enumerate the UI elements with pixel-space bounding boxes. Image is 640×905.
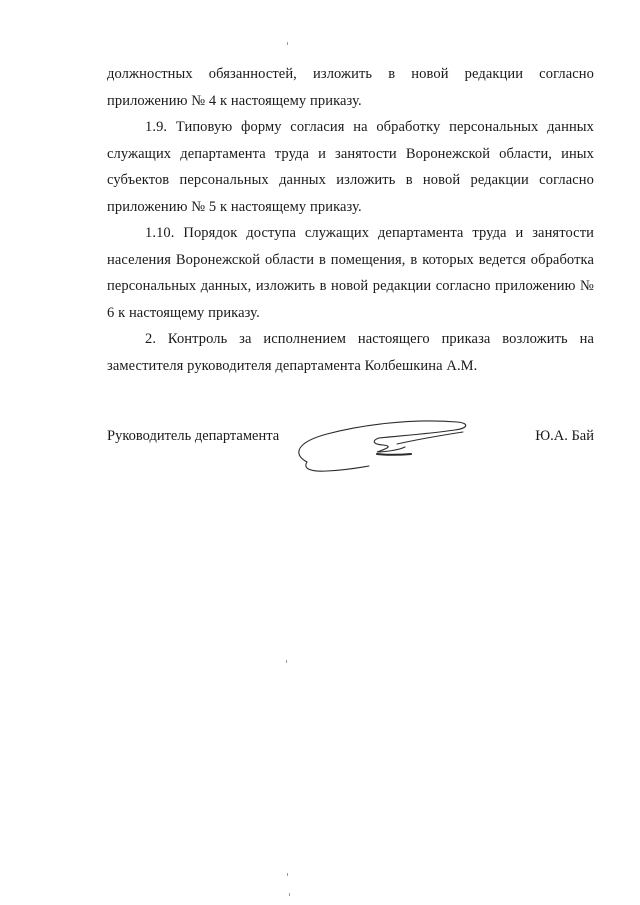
signatory-title: Руководитель департамента (107, 428, 280, 444)
paragraph-1-9: 1.9. Типовую форму согласия на обработку персональных данных служащих департамента труда и занятости Воронежской области, иных субъектов персональных данных изложить в новой редакции согласно приложению № 5 к настоящему приказу. (107, 119, 594, 215)
signature-block (107, 428, 594, 488)
document-body (107, 61, 594, 379)
scan-speck (289, 893, 290, 896)
handwritten-signature (287, 414, 477, 484)
paragraph-2: 2. Контроль за исполнением настоящего приказа возложить на заместителя руководителя департамента Колбешкина А.М. (107, 331, 594, 374)
paragraph-continuation: должностных обязанностей, изложить в новой редакции согласно приложению № 4 к настоящему приказу. (107, 66, 594, 109)
scan-speck (287, 42, 288, 45)
scan-speck (286, 660, 287, 663)
scan-speck (287, 873, 288, 876)
paragraph-1-10: 1.10. Порядок доступа служащих департамента труда и занятости населения Воронежской области в помещения, в которых ведется обработка персональных данных, изложить в новой редакции согласно приложению № 6 к настоящему приказу. (107, 225, 594, 321)
signatory-name: Ю.А. Бай (535, 428, 594, 444)
